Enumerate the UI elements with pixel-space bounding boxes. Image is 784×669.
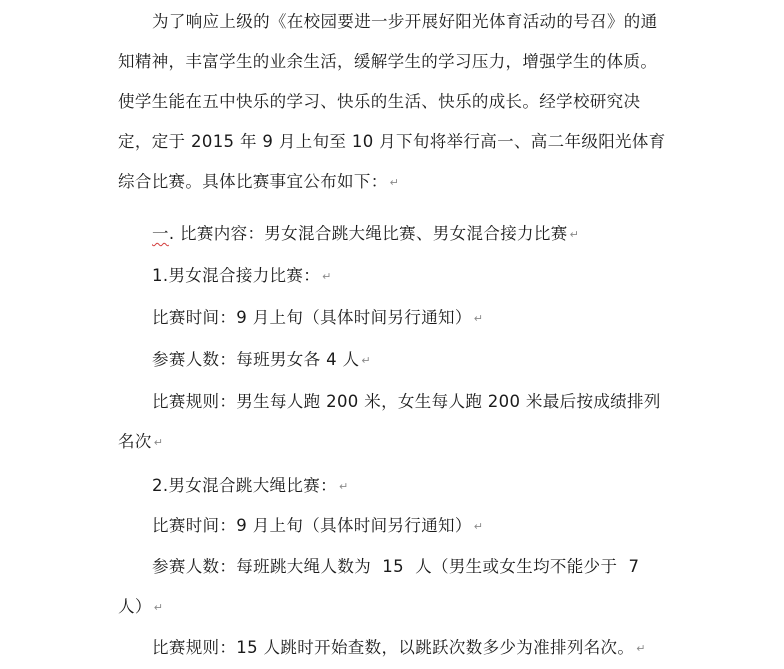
item1-rules-text: 比赛规则：男生每人跑 200 米，女生每人跑 200 米最后按成绩排列名次 [118, 392, 661, 451]
section-heading-text: . 比赛内容：男女混合跳大绳比赛、男女混合接力比赛 [168, 224, 568, 243]
item1-people-text: 参赛人数：每班男女各 4 人 [152, 350, 360, 369]
item2-rules [152, 628, 646, 669]
item2-time [152, 506, 483, 547]
paragraph-mark-icon: ↵ [636, 642, 646, 655]
paragraph-mark-icon: ↵ [389, 176, 400, 189]
paragraph-mark-icon: ↵ [473, 520, 484, 533]
item1-rules [118, 382, 668, 463]
paragraph-mark-icon: ↵ [338, 480, 349, 493]
paragraph-mark-icon: ↵ [322, 270, 332, 283]
intro-paragraph [118, 2, 668, 203]
item1-title-text: 1.男女混合接力比赛： [152, 266, 321, 285]
paragraph-mark-icon: ↵ [153, 436, 164, 449]
item2-rules-text: 比赛规则：15 人跳时开始查数，以跳跃次数多少为准排列名次。 [152, 638, 635, 657]
item1-title [152, 256, 332, 297]
intro-text: 为了响应上级的《在校园要进一步开展好阳光体育活动的号召》的通知精神，丰富学生的业余生活，缓解学生的学习压力，增强学生的体质。使学生能在五中快乐的学习、快乐的生活、快乐的成长。经学校研究决定，定于 2015 年 9 月上旬至 10 月下旬将举行高一、高二年级阳光体育综合比赛。具体比赛事宜公布如下： [118, 12, 666, 191]
item2-time-text: 比赛时间：9 月上旬（具体时间另行通知） [152, 516, 472, 535]
item1-time-text: 比赛时间：9 月上旬（具体时间另行通知） [152, 308, 472, 327]
section-heading-1 [152, 214, 579, 255]
paragraph-mark-icon: ↵ [473, 312, 484, 325]
paragraph-mark-icon: ↵ [361, 354, 371, 367]
item2-title [152, 466, 349, 507]
item1-time [152, 298, 483, 339]
item2-people-text: 参赛人数：每班跳大绳人数为 15 人（男生或女生均不能少于 7 人） [118, 557, 645, 616]
item1-people [152, 340, 371, 381]
section-number: 一 [152, 224, 169, 243]
item2-people [118, 547, 668, 628]
paragraph-mark-icon: ↵ [153, 601, 164, 614]
item2-title-text: 2.男女混合跳大绳比赛： [152, 476, 337, 495]
paragraph-mark-icon: ↵ [569, 228, 580, 241]
